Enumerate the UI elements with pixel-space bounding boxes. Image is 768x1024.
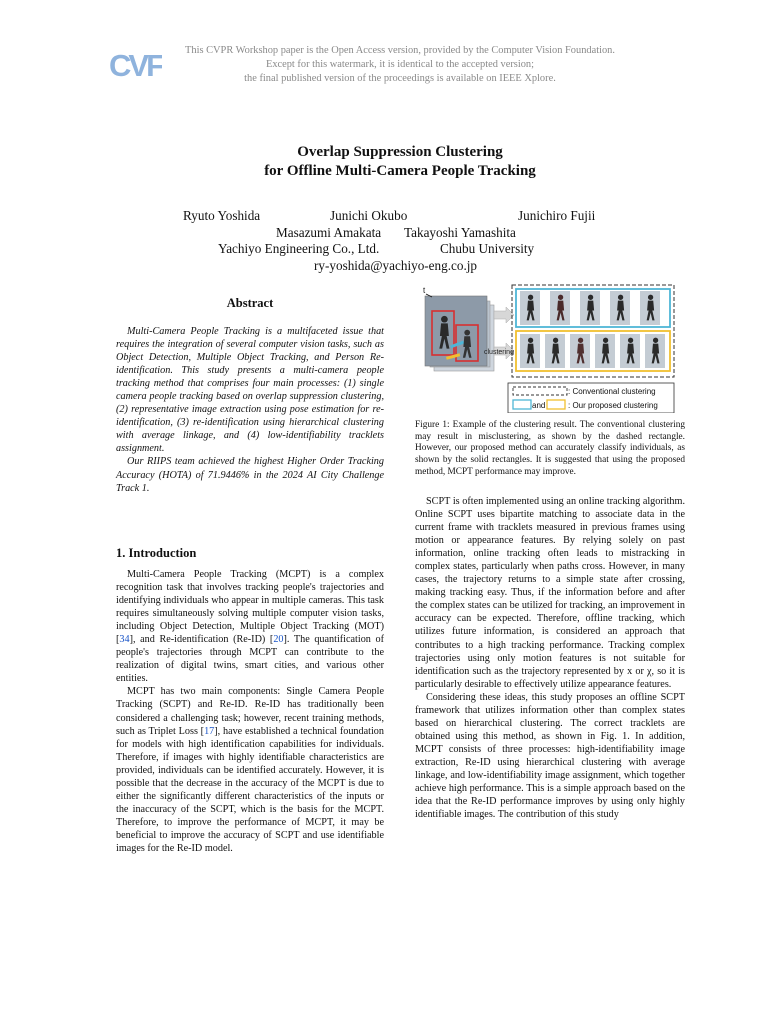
cvf-logo-text: CVF [109, 48, 162, 83]
affiliation-row [120, 241, 680, 258]
body-paragraph: Considering these ideas, this study proposes an offline SCPT framework that utilizes information other than complex states based on hierarchical clustering. The correct tracklets are obtained using this method, as shown in Fig. 1. In addition, MCPT consists of three processes: high-identifiability image extraction, Re-ID using hierarchical clustering with average linkage, and low-identifiability image assignment, which together achieve high performance. This is a simple approach based on the idea that the Re-ID performance improves by using only highly identifiable images. The contribution of this study [415, 691, 685, 821]
scene-frames [425, 296, 494, 371]
person-crops-row-1 [520, 291, 660, 325]
figure-legend [508, 383, 674, 413]
legend-conventional-label: : Conventional clustering [568, 387, 656, 396]
abstract-paragraph: Multi-Camera People Tracking is a multifaceted issue that requires the integration of several computer vision tasks, such as Object Detection, Multiple Object Tracking, and Person Re-identification. This study presents a multi-camera people tracking method that comprises four main processes: (1) single camera people tracking based on overlap suppression clustering, (2) representative image extraction using pose estimation for re-identification, (3) re-identification using hierarchical clustering with average linkage, and (4) low-identifiability tracklets assignment. [116, 326, 384, 455]
title-line: for Offline Multi-Camera People Tracking [264, 163, 536, 179]
intro-paragraph [116, 685, 384, 855]
right-column-body [415, 495, 685, 821]
author-name: Masazumi Amakata [276, 224, 382, 240]
text-run: ]. The quantification of people's trajectories through MCPT can contribute to the realization of digital twins, smart cities, and various other entities. [116, 634, 384, 685]
paper-title [120, 143, 680, 181]
time-axis-label: t [423, 286, 426, 295]
text-run: ], have established a technical foundation for models with high identification capabilities for individuals. Therefore, if images with highly identifiable characteristics are provided, individuals can be identified accurately. However, it is possible that the decrease in the accuracy of the MCPT is due to either the significantly different characteristics of the inputs or the inaccuracy of the SCPT, which is the basis for the MCPT. Therefore, to improve the performance of MCPT, it may be beneficial to improve the accuracy of SCPT and use identifiable images for the Re-ID model. [116, 725, 384, 854]
person-crops-row-2 [520, 334, 665, 368]
author-name: Ryuto Yoshida [183, 208, 261, 223]
author-name: Junichiro Fujii [518, 208, 596, 223]
watermark [160, 44, 640, 87]
author-name: Takayoshi Yamashita [404, 224, 516, 240]
abstract-paragraph: Our RIIPS team achieved the highest Higher Order Tracking Accuracy (HOTA) of 71.9446% in the 2024 AI City Challenge Track 1. [116, 456, 384, 494]
text-run: ], and Re-identification (Re-ID) [ [129, 634, 274, 646]
introduction-body [116, 568, 384, 855]
intro-paragraph [116, 568, 384, 685]
figure-caption: Figure 1: Example of the clustering result. The conventional clustering may result in misclustering, as shown by the dashed rectangle. However, our proposed method can accurately classify individuals, as shown by the solid rectangles. It is suggested that using the proposed method, MCPT performance may improve. [415, 420, 685, 477]
legend-and-label: and [532, 401, 546, 410]
abstract-body [116, 325, 384, 495]
citation-link[interactable]: 34 [119, 634, 130, 646]
author-row [120, 208, 680, 225]
citation-link[interactable]: 20 [273, 634, 284, 646]
clustering-label: clustering [484, 349, 514, 356]
email-row [120, 258, 680, 275]
abstract-heading: Abstract [226, 296, 274, 310]
citation-link[interactable]: 17 [204, 725, 215, 737]
author-row [120, 225, 680, 242]
watermark-line: Except for this watermark, it is identical to the accepted version; [265, 59, 535, 71]
cvf-logo [108, 44, 162, 84]
title-line: Overlap Suppression Clustering [297, 144, 503, 160]
text-run: MCPT has two main components: Single Camera People Tracking (SCPT) and Re-ID. Re-ID has traditionally been considered a challenging task; however, recent training methods, such as Triplet Loss [ [116, 686, 384, 737]
section-heading-introduction: 1. Introduction [116, 546, 197, 560]
figure-1 [420, 283, 678, 413]
author-block [120, 208, 680, 274]
author-email: ry-yoshida@yachiyo-eng.co.jp [314, 257, 478, 273]
affiliation: Chubu University [440, 241, 535, 256]
affiliation: Yachiyo Engineering Co., Ltd. [218, 241, 380, 256]
watermark-line: the final published version of the proceedings is available on IEEE Xplore. [244, 73, 556, 85]
legend-proposed-label: : Our proposed clustering [568, 401, 658, 410]
text-run: Multi-Camera People Tracking (MCPT) is a complex recognition task that involves tracking people's trajectories and identifying individuals who appear in multiple cameras. This task requires simultaneously solving multiple computer vision tasks, including Object Detection, Multiple Object Tracking (MOT) [ [116, 569, 384, 646]
watermark-line: This CVPR Workshop paper is the Open Access version, provided by the Computer Vision Foundation. [185, 45, 615, 56]
body-paragraph: SCPT is often implemented using an online tracking algorithm. Online SCPT uses bipartite matching to associate data in the current frame with tracklets measured in previous frames using motion or appearance features. By relying solely on past information, online tracking often leads to mistracking in complex states, particularly when paths cross. However, in many cases, the trajectory returns to a simple state after crossing, making tracking easy. Thus, if the information before and after the complex states can be utilized for tracking, an improvement in accuracy can be expected. Therefore, offline tracking, which utilizes future information, is considered an approach that contributes to a high tracking performance. Tracking complex trajectories using only motion features is not suitable for identification such as the trajectory represented by x or χ, so it is particularly desirable to effectively utilize appearance features. [415, 496, 685, 690]
author-name: Junichi Okubo [330, 208, 408, 223]
